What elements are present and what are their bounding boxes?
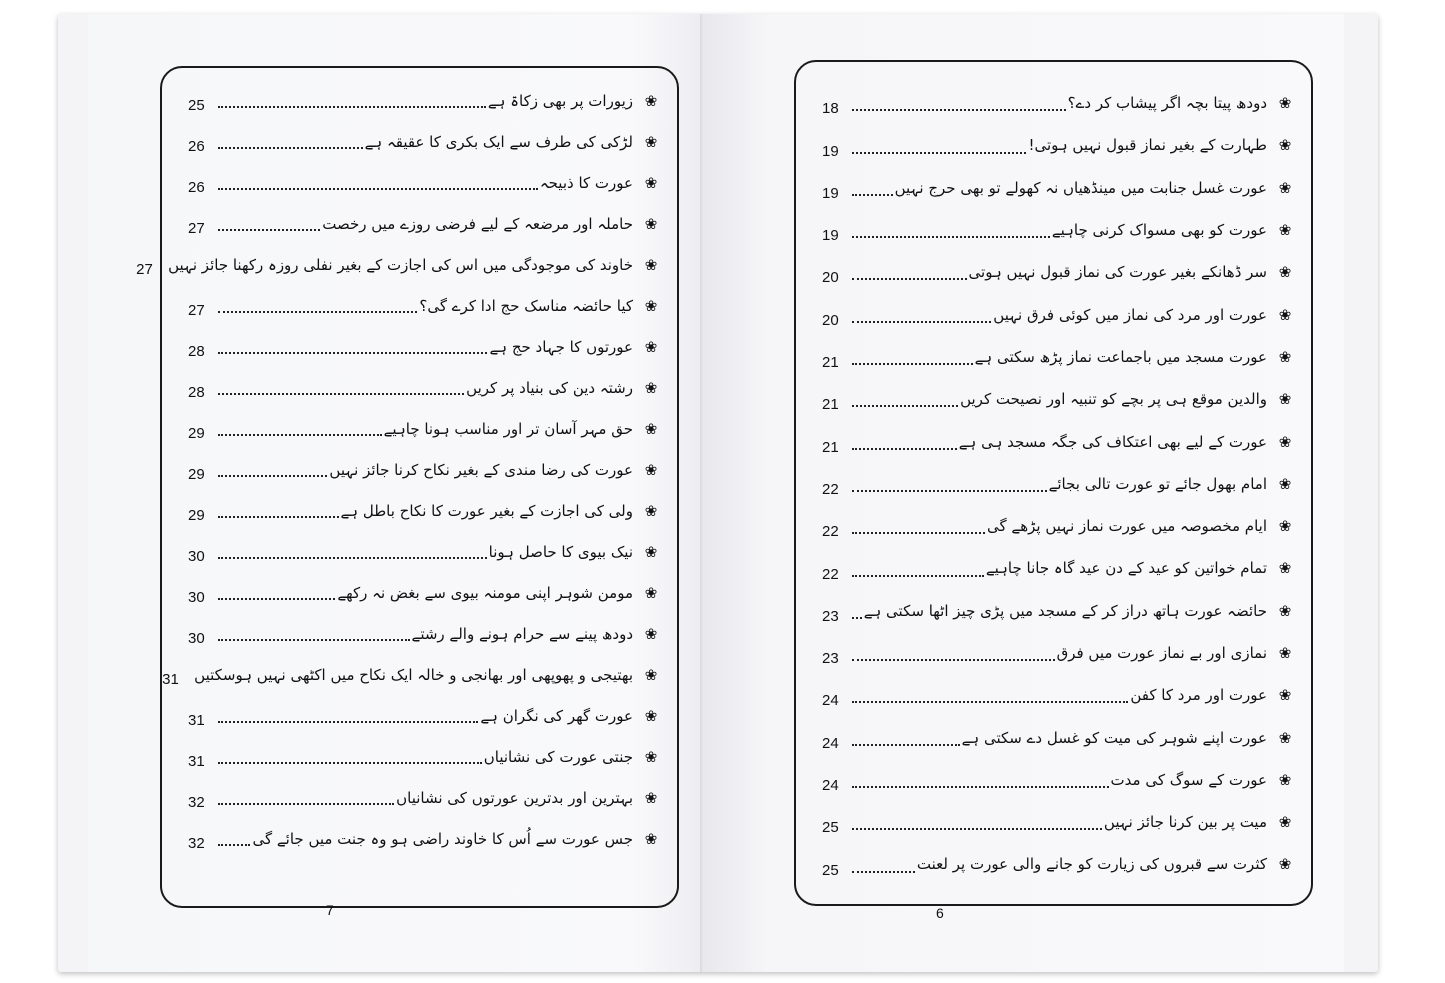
- flower-icon: ❀: [1278, 813, 1292, 832]
- toc-entry-title: حائضہ عورت ہاتھ دراز کر کے مسجد میں پڑی چیز اٹھا سکتی ہے: [863, 601, 1267, 620]
- toc-entry-title: عورت کو بھی مسواک کرنی چاہیے: [1051, 221, 1267, 240]
- toc-entry-page: 19: [822, 184, 839, 202]
- dot-leader: [852, 446, 957, 450]
- toc-entry-page: 18: [822, 100, 839, 118]
- toc-entry-title: جنتی عورت کی نشانیاں: [483, 747, 633, 766]
- toc-entry-page: 21: [822, 354, 839, 372]
- dot-leader: [852, 826, 1102, 830]
- toc-entry-title: رشتہ دین کی بنیاد پر کریں: [466, 378, 633, 397]
- flower-icon: ❀: [1278, 559, 1292, 578]
- flower-icon: ❀: [644, 624, 658, 643]
- toc-entry: [188, 695, 659, 736]
- toc-entry: [188, 408, 659, 449]
- flower-icon: ❀: [1278, 221, 1292, 240]
- toc-entry: [188, 572, 659, 613]
- flower-icon: ❀: [1278, 686, 1292, 705]
- toc-entry-page: 25: [822, 861, 839, 879]
- toc-entry-page: 30: [188, 589, 205, 606]
- flower-icon: ❀: [644, 583, 658, 602]
- flower-icon: ❀: [1278, 432, 1292, 451]
- toc-entry: [188, 449, 659, 490]
- toc-entry: [822, 124, 1293, 166]
- toc-entry: [822, 420, 1293, 462]
- flower-icon: ❀: [644, 337, 658, 356]
- toc-entry-page: 24: [822, 734, 839, 752]
- flower-icon: ❀: [1278, 517, 1292, 536]
- toc-entry-title: خاوند کی موجودگی میں اس کی اجازت کے بغیر نفلی روزہ رکھنا جائز نہیں: [168, 255, 633, 274]
- toc-entry-page: 22: [822, 480, 839, 498]
- toc-entry-title: عورت کی رضا مندی کے بغیر نکاح کرنا جائز نہیں: [329, 460, 633, 479]
- toc-entry-title: ایام مخصوصہ میں عورت نماز نہیں پڑھے گی: [987, 517, 1267, 536]
- flower-icon: ❀: [644, 255, 658, 274]
- toc-entry: [188, 531, 659, 572]
- toc-entry-page: 28: [188, 343, 205, 360]
- flower-icon: ❀: [1278, 347, 1292, 366]
- toc-entry-page: 25: [822, 819, 839, 837]
- toc-entry-title: تمام خواتین کو عید کے دن عید گاہ جانا چاہیے: [985, 559, 1267, 578]
- dot-leader: [852, 869, 915, 873]
- dot-leader: [218, 842, 250, 846]
- toc-entry-title: حاملہ اور مرضعہ کے لیے فرضی روزے میں رخصت: [322, 214, 633, 233]
- toc-entry: [188, 121, 659, 162]
- toc-entry: [188, 203, 659, 244]
- toc-entry-page: 25: [188, 97, 205, 114]
- toc-entry-title: جس عورت سے اُس کا خاوند راضی ہو وہ جنت میں جائے گی: [252, 829, 633, 848]
- toc-entry-page: 24: [822, 777, 839, 795]
- flower-icon: ❀: [1278, 770, 1292, 789]
- toc-entry-page: 20: [822, 311, 839, 329]
- toc-entry: [822, 674, 1293, 716]
- toc-entry: [822, 759, 1293, 801]
- flower-icon: ❀: [1278, 644, 1292, 662]
- flower-icon: ❀: [644, 296, 658, 315]
- dot-leader: [852, 699, 1128, 703]
- flower-icon: ❀: [644, 91, 658, 110]
- flower-icon: ❀: [1278, 474, 1292, 493]
- toc-entry-page: 26: [188, 179, 205, 196]
- flower-icon: ❀: [644, 747, 658, 766]
- toc-entry-page: 21: [822, 438, 839, 456]
- dot-leader: [218, 719, 478, 723]
- dot-leader: [852, 742, 960, 746]
- toc-entry-title: میت پر بین کرنا جائز نہیں: [1103, 813, 1267, 832]
- toc-entry: [188, 818, 659, 859]
- dot-leader: [852, 150, 1026, 154]
- toc-entry: [822, 378, 1293, 420]
- toc-entry-page: 27: [136, 261, 153, 278]
- toc-entry-title: عورت کے سوگ کی مدت: [1110, 770, 1267, 789]
- dot-leader: [218, 555, 487, 559]
- right-contents-frame: [794, 60, 1313, 906]
- toc-entry: [822, 843, 1293, 885]
- flower-icon: ❀: [644, 173, 658, 192]
- toc-entry-page: 23: [822, 650, 839, 668]
- toc-entry: [188, 285, 659, 326]
- toc-entry-title: زیورات پر بھی زکاۃ ہے: [487, 91, 633, 110]
- dot-leader: [852, 784, 1109, 788]
- dot-leader: [852, 657, 1055, 661]
- open-booklet: [58, 14, 1378, 972]
- left-contents-frame: [136, 66, 679, 908]
- toc-entry-page: 30: [188, 548, 205, 565]
- toc-entry-title: عورتوں کا جہاد حج ہے: [489, 337, 633, 356]
- toc-entry: [822, 547, 1293, 589]
- dot-leader: [852, 573, 984, 577]
- toc-entry: [188, 80, 659, 121]
- toc-entry: [188, 490, 659, 531]
- toc-entry-page: 29: [188, 507, 205, 524]
- toc-entry: [822, 167, 1293, 209]
- toc-entry: [822, 632, 1293, 674]
- toc-entry: [188, 162, 659, 203]
- toc-entry-page: 28: [188, 384, 205, 401]
- dot-leader: [218, 186, 538, 190]
- toc-entry-page: 22: [822, 565, 839, 583]
- dot-leader: [218, 801, 394, 805]
- dot-leader: [218, 432, 382, 436]
- toc-entry-page: 24: [822, 692, 839, 710]
- toc-entry-title: نیک بیوی کا حاصل ہونا: [488, 542, 633, 561]
- toc-entry-title: حق مہر آسان تر اور مناسب ہونا چاہیے: [383, 419, 633, 438]
- flower-icon: ❀: [1278, 601, 1292, 620]
- right-contents-list: [822, 82, 1293, 886]
- toc-entry-title: دودھ پینے سے حرام ہونے والے رشتے: [411, 624, 633, 643]
- toc-entry-page: 29: [188, 425, 205, 442]
- left-page-number: 7: [326, 902, 334, 918]
- toc-entry: [822, 251, 1293, 293]
- dot-leader: [852, 319, 991, 323]
- flower-icon: ❀: [1278, 136, 1292, 155]
- toc-entry-page: 31: [188, 753, 205, 770]
- toc-entry-title: سر ڈھانکے بغیر عورت کی نماز قبول نہیں ہوتی: [968, 263, 1267, 282]
- toc-entry-title: دودھ پیتا بچہ اگر پیشاب کر دے؟: [1067, 94, 1267, 113]
- dot-leader: [852, 107, 1066, 111]
- flower-icon: ❀: [644, 460, 658, 479]
- toc-entry-title: عورت اور مرد کی نماز میں کوئی فرق نہیں: [993, 305, 1267, 324]
- toc-entry-title: بہترین اور بدترین عورتوں کی نشانیاں: [396, 788, 633, 807]
- right-page: [704, 14, 1344, 972]
- toc-entry-title: طہارت کے بغیر نماز قبول نہیں ہوتی!: [1028, 136, 1267, 155]
- dot-leader: [852, 615, 862, 619]
- toc-entry-page: 21: [822, 396, 839, 414]
- right-page-number: 6: [936, 905, 944, 921]
- toc-entry-page: 27: [188, 302, 205, 319]
- toc-entry: [822, 336, 1293, 378]
- flower-icon: ❀: [644, 214, 658, 233]
- flower-icon: ❀: [1278, 728, 1292, 747]
- toc-entry: [188, 613, 659, 654]
- toc-entry-title: عورت کا ذبیحہ: [539, 173, 633, 192]
- toc-entry-page: 20: [822, 269, 839, 287]
- flower-icon: ❀: [1278, 855, 1292, 874]
- toc-entry-title: امام بھول جائے تو عورت تالی بجائے: [1048, 474, 1267, 493]
- flower-icon: ❀: [644, 788, 658, 807]
- flower-icon: ❀: [644, 706, 658, 725]
- flower-icon: ❀: [1278, 390, 1292, 409]
- flower-icon: ❀: [644, 542, 658, 561]
- dot-leader: [218, 637, 410, 641]
- dot-leader: [218, 596, 335, 600]
- dot-leader: [218, 227, 320, 231]
- flower-icon: ❀: [644, 419, 658, 438]
- dot-leader: [852, 192, 893, 196]
- toc-entry-title: عورت غسل جنابت میں مینڈھیاں نہ کھولے تو بھی حرج نہیں: [894, 178, 1267, 197]
- dot-leader: [218, 760, 482, 764]
- flower-icon: ❀: [644, 501, 658, 520]
- toc-entry: [188, 777, 659, 818]
- toc-entry-page: 23: [822, 607, 839, 625]
- dot-leader: [852, 530, 985, 534]
- flower-icon: ❀: [1278, 263, 1292, 282]
- toc-entry-title: مومن شوہر اپنی مومنہ بیوی سے بغض نہ رکھے: [337, 583, 633, 602]
- flower-icon: ❀: [1278, 178, 1292, 197]
- toc-entry: [822, 82, 1293, 124]
- dot-leader: [218, 309, 417, 313]
- toc-entry-title: عورت مسجد میں باجماعت نماز پڑھ سکتی ہے: [974, 347, 1267, 366]
- toc-entry-title: عورت کے لیے بھی اعتکاف کی جگہ مسجد ہی ہے: [958, 432, 1267, 451]
- toc-entry-title: لڑکی کی طرف سے ایک بکری کا عقیقہ ہے: [364, 132, 633, 151]
- dot-leader: [852, 488, 1047, 492]
- flower-icon: ❀: [644, 829, 658, 848]
- flower-icon: ❀: [644, 378, 658, 397]
- toc-entry-title: عورت گھر کی نگران ہے: [480, 706, 633, 725]
- toc-entry-title: عورت اپنے شوہر کی میت کو غسل دے سکتی ہے: [961, 728, 1267, 747]
- toc-entry: [188, 326, 659, 367]
- flower-icon: ❀: [1278, 94, 1292, 113]
- toc-entry-title: والدین موقع ہی پر بچے کو تنبیہ اور نصیحت کریں: [960, 390, 1267, 409]
- dot-leader: [852, 403, 958, 407]
- dot-leader: [218, 350, 487, 354]
- toc-entry-page: 32: [188, 835, 205, 852]
- dot-leader: [852, 361, 973, 365]
- toc-entry-page: 19: [822, 142, 839, 160]
- toc-entry: [188, 736, 659, 777]
- toc-entry-title: کثرت سے قبروں کی زیارت کو جانے والی عورت پر لعنت: [916, 855, 1267, 874]
- toc-entry-page: 32: [188, 794, 205, 811]
- toc-entry-page: 30: [188, 630, 205, 647]
- toc-entry-page: 29: [188, 466, 205, 483]
- toc-entry: [822, 716, 1293, 758]
- toc-entry: [822, 590, 1293, 632]
- toc-entry-title: بھتیجی و پھوپھی اور بھانجی و خالہ ایک نکاح میں اکٹھی نہیں ہوسکتیں: [194, 665, 633, 684]
- dot-leader: [218, 145, 363, 149]
- toc-entry: [822, 209, 1293, 251]
- flower-icon: ❀: [644, 665, 658, 684]
- toc-entry: [822, 801, 1293, 843]
- toc-entry-title: عورت اور مرد کا کفن: [1130, 686, 1267, 705]
- flower-icon: ❀: [1278, 305, 1292, 324]
- dot-leader: [218, 514, 339, 518]
- toc-entry-page: 31: [188, 712, 205, 729]
- toc-entry-page: 31: [162, 671, 179, 688]
- toc-entry-page: 22: [822, 523, 839, 541]
- toc-entry-title: نمازی اور بے نماز عورت میں فرق: [1056, 644, 1267, 662]
- left-contents-list: [136, 80, 659, 859]
- toc-entry-page: 26: [188, 138, 205, 155]
- toc-entry: [822, 505, 1293, 547]
- flower-icon: ❀: [644, 132, 658, 151]
- toc-entry: [188, 367, 659, 408]
- toc-entry-page: 19: [822, 227, 839, 245]
- dot-leader: [218, 104, 486, 108]
- dot-leader: [218, 391, 464, 395]
- dot-leader: [218, 473, 327, 477]
- toc-entry: [162, 654, 659, 695]
- toc-entry: [822, 463, 1293, 505]
- dot-leader: [852, 234, 1050, 238]
- left-page: [88, 14, 728, 972]
- dot-leader: [852, 276, 967, 280]
- toc-entry-page: 27: [188, 220, 205, 237]
- toc-entry: [136, 244, 659, 285]
- toc-entry-title: کیا حائضہ مناسک حج ادا کرے گی؟: [419, 296, 633, 315]
- toc-entry: [822, 293, 1293, 335]
- toc-entry-title: ولی کی اجازت کے بغیر عورت کا نکاح باطل ہے: [340, 501, 633, 520]
